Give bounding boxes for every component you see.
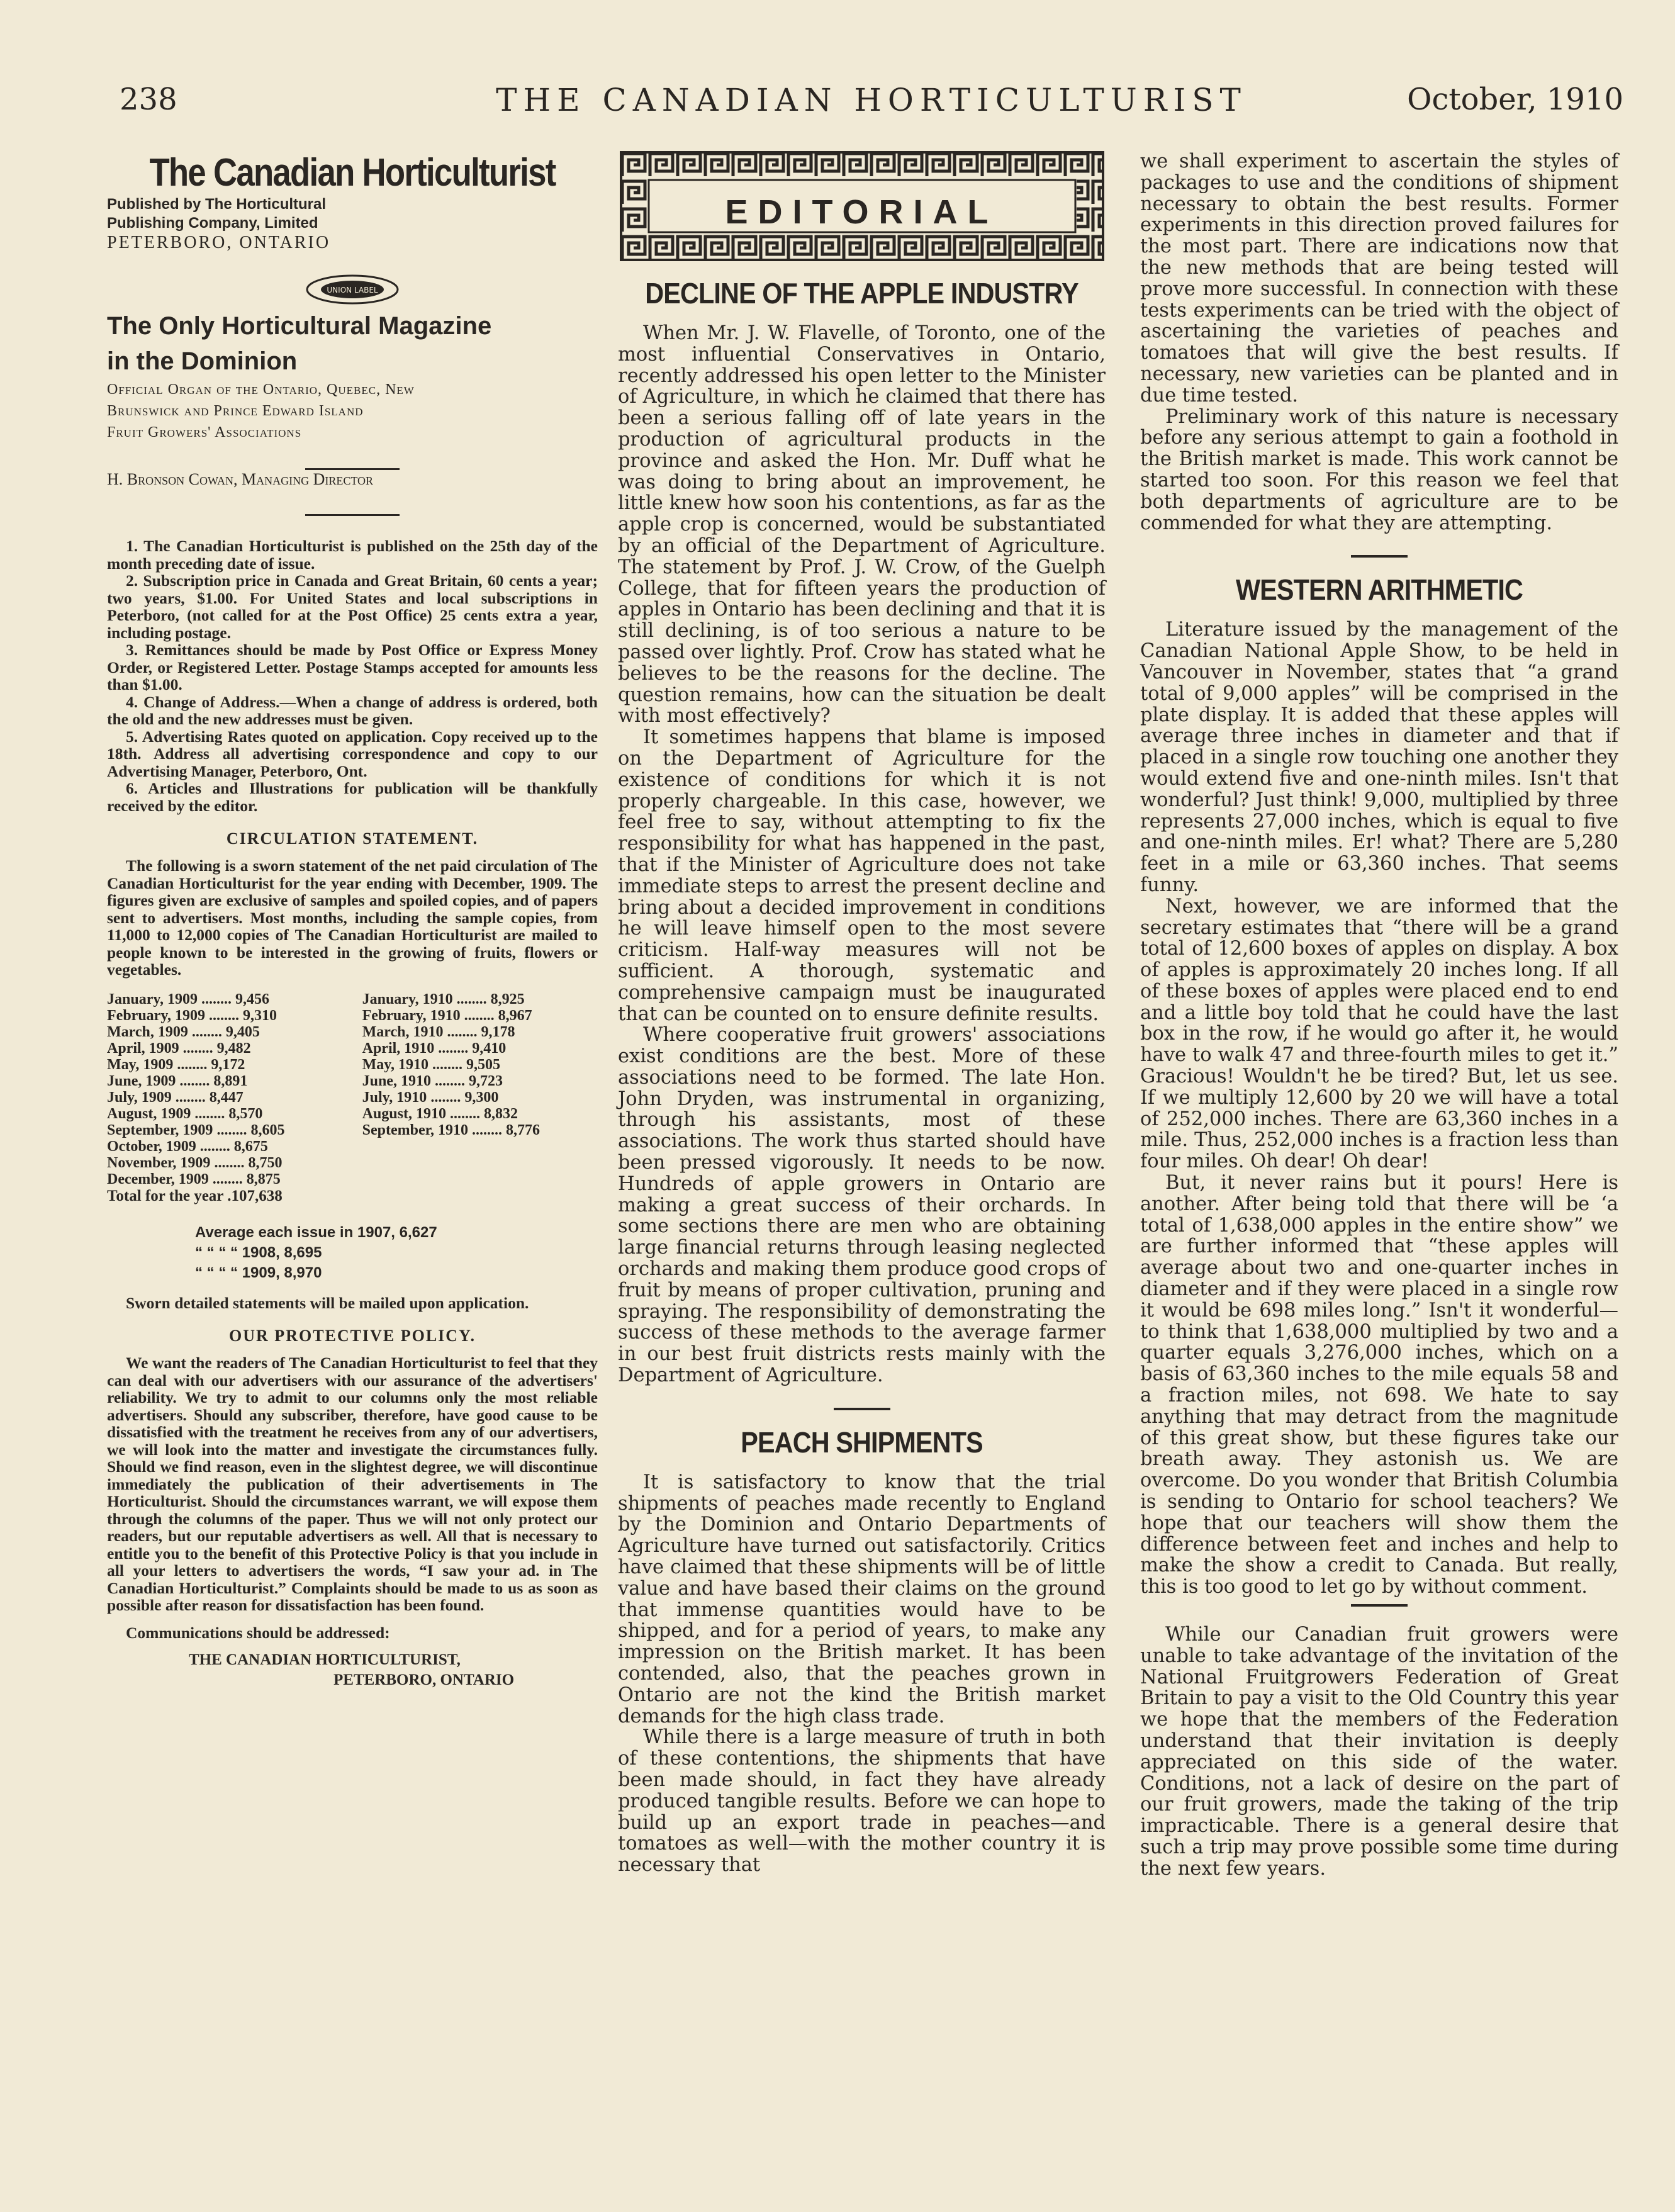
circulation-row — [107, 1024, 342, 1040]
circulation-month: August, 1909 — [107, 1105, 191, 1122]
circulation-value: 8,750 — [248, 1154, 283, 1171]
circulation-row — [107, 1106, 342, 1122]
circulation-intro: The following is a sworn statement of the net paid circulation of The Canadian Horticulturist for the year ending with December, 1909. The figures given are exclusive of samples and spoiled copies, and of papers sent to advertisers. Most months, including the sample copies, from 11,000 to 12,000 copies of The Canadian Horticulturist are mailed to people known to be interested in the growing of fruits, flowers or vegetables. — [107, 856, 598, 979]
circulation-leader: ........ — [434, 1040, 473, 1057]
published-by-line2: Publishing Company, Limited — [107, 215, 318, 232]
average-1908: “ “ “ “ 1908, 8,695 — [195, 1244, 322, 1261]
circulation-month: February, 1910 — [362, 1007, 461, 1024]
circulation-month: May, 1910 — [362, 1056, 429, 1073]
circulation-value: 9,723 — [468, 1072, 503, 1089]
western-paragraph-2: Next, however, we are informed that the secretary estimates that “there will be a grand total of 12,600 boxes of apples on display. A box of apples is approximately 20 inches long. If all of these boxes of apples were placed end to end and a little boy told that he could have the last box in the row, if he would go after it, he would have to walk 47 and three-fourth miles to get it.” Gracious! Wouldn't he be tired? But, let us see. If we multiply 12,600 by 20 we will have a total of 252,000 inches. There are 63,360 inches in a mile. Thus, 252,000 inches is a fraction less than four miles. Oh dear! Oh dear! — [1140, 895, 1618, 1173]
circulation-1909 — [107, 991, 342, 1187]
apple-paragraph-2: It sometimes happens that blame is imposed on the Department of Agriculture for the existence of conditions for which it is not properly chargeable. In this case, however, we feel free to say, without attempting to fix the responsibility for what has happened in the past, that if the Minister of Agriculture does not take immediate steps to arrest the present decline and bring about a decided improvement in conditions he will leave himself open to the most severe criticism. Half-way measures will not be sufficient. A thorough, systematic and comprehensive campaign must be inaugurated that can be counted on to ensure definite results. — [618, 726, 1106, 1025]
circulation-month: December, 1909 — [107, 1171, 209, 1187]
circulation-month: April, 1910 — [362, 1040, 435, 1057]
official-organ — [107, 379, 598, 443]
peach-closing: Preliminary work of this nature is necessary before any serious attempt to gain a foothold in the British market is made. This work cannot be started too soon. For this reason we feel that both departments of agriculture are to be commended for what they are attempting. — [1140, 405, 1618, 534]
circulation-leader: ........ — [176, 1072, 214, 1089]
circulation-row — [362, 1057, 598, 1073]
peach-paragraph-1: It is satisfactory to know that the trial shipments of peaches made recently to England by the Dominion and Ontario Departments of Agriculture have turned out satisfactorily. Critics have claimed that these shipments will be of little value and have based their claims on the ground that immense quantities would have to be shipped, and for a period of years, to make any impression on the British market. It has been contended, also, that the peaches grown in Ontario are not the kind the British market demands for the high class trade. — [618, 1471, 1106, 1727]
average-1907: Average each issue in 1907, 6,627 — [195, 1223, 437, 1241]
mailing-address — [107, 1650, 598, 1690]
notice-2: 2. Subscription price in Canada and Great Britain, 60 cents a year; two years, $1.00. For United States and local subscriptions in Peterboro, (not called for at the Post Office) 25 cents extra a year, including postage. — [107, 571, 598, 642]
circulation-row — [362, 991, 598, 1008]
right-column — [1140, 151, 1618, 1880]
circulation-value: 8,925 — [490, 991, 525, 1008]
circulation-value: 8,447 — [209, 1089, 244, 1106]
circulation-leader: ........ — [188, 1023, 226, 1040]
circulation-value: 8,675 — [233, 1138, 268, 1155]
circulation-value: 9,410 — [472, 1040, 507, 1057]
circulation-row — [362, 1122, 598, 1138]
circulation-leader: ........ — [205, 1007, 243, 1024]
divider — [1351, 555, 1408, 558]
average-1909: “ “ “ “ 1909, 8,970 — [195, 1264, 322, 1281]
circulation-value: 8,891 — [213, 1072, 248, 1089]
circulation-value: 9,456 — [235, 991, 270, 1008]
circulation-leader: ........ — [428, 1056, 466, 1073]
circulation-leader: ........ — [452, 991, 491, 1008]
circulation-value: 9,505 — [466, 1056, 500, 1073]
circulation-row — [362, 1089, 598, 1106]
notice-6: 6. Articles and Illustrations for publication will be thankfully received by the editor. — [107, 779, 598, 815]
peach-paragraph-2: While there is a large measure of truth in both of these contentions, the shipments that have been made should, in fact they have already produced tangible results. Before we can hope to build up an export trade in peaches—and tomatoes as well—with the mother country it is necessary that — [618, 1726, 1106, 1877]
circulation-month: June, 1910 — [362, 1072, 431, 1089]
circulation-row — [362, 1106, 598, 1122]
tagline — [107, 308, 598, 379]
circulation-table — [107, 991, 598, 1187]
circulation-month: June, 1909 — [107, 1072, 176, 1089]
peach-continued: we shall experiment to ascertain the styles of packages to use and the conditions of shipment necessary to obtain the best results. Former experiments in this direction proved failures for the most part. There are indications now that the new methods that are being tested will prove more successful. In connection with these tests experiments can be tried with the object of ascertaining the varieties of peaches and tomatoes that will give the best results. If necessary, new varieties can be planted and in due time tested. — [1140, 150, 1618, 407]
union-label-icon — [305, 271, 400, 308]
circulation-leader: ........ — [468, 1121, 507, 1138]
circulation-row — [107, 1171, 342, 1187]
circulation-value: 9,178 — [481, 1023, 515, 1040]
circulation-row — [107, 1008, 342, 1024]
western-paragraph-3: But, it never rains but it pours! Here is another. After being told that there will be ‘a total of 1,638,000 apples in the entire show” we are further informed that “these apples will average about two and one-quarter inches in diameter and if they were placed in a single row it would be 698 miles long.” Isn't it wonderful—to think that 1,638,000 multiplied by two and a quarter equals 3,276,000 inches, which on a basis of 63,360 inches to the mile equals 58 and a fraction miles, not 698. We hate to say anything that may detract from the magnitude of this great show, but these figures take our breath away. They astonish us. We are overcome. Do you wonder that British Columbia is sending to Ontario for school teachers? We hope that our teachers will show them the difference between feet and inches and help to make the show a credit to Canada. But really, this is too good to let go by without comment. — [1140, 1172, 1618, 1598]
publication-city: PETERBORO, ONTARIO — [107, 233, 331, 252]
circulation-value: 9,300 — [464, 1089, 499, 1106]
circulation-row — [107, 1057, 342, 1073]
circulation-month: July, 1909 — [107, 1089, 172, 1106]
circulation-value: 8,570 — [228, 1105, 263, 1122]
circulation-row — [107, 1138, 342, 1155]
sworn-note: Sworn detailed statements will be mailed upon application. — [126, 1293, 529, 1312]
circulation-row — [107, 991, 342, 1008]
circulation-value: 8,776 — [506, 1121, 541, 1138]
publication-title: The Canadian Horticulturist — [149, 151, 556, 194]
circulation-leader: ........ — [213, 1121, 251, 1138]
circulation-leader: ........ — [430, 1072, 469, 1089]
peach-heading: PEACH SHIPMENTS — [741, 1425, 983, 1459]
circulation-month: October, 1909 — [107, 1138, 196, 1155]
publisher-column — [107, 151, 598, 1690]
circulation-month: July, 1910 — [362, 1089, 427, 1106]
circulation-value: 8,967 — [498, 1007, 532, 1024]
circulation-month: January, 1909 — [107, 991, 198, 1008]
union-label-text: UNION LABEL — [327, 286, 378, 295]
total-label: Total for the year — [107, 1187, 223, 1204]
circulation-month: September, 1910 — [362, 1121, 469, 1138]
circulation-leader: ........ — [191, 1105, 229, 1122]
notice-1: 1. The Canadian Horticulturist is published on the 25th day of the month preceding date of issue. — [107, 537, 598, 573]
circulation-value: 8,875 — [246, 1171, 281, 1187]
issue-date: October, 1910 — [1407, 82, 1623, 117]
circulation-value: 9,172 — [211, 1056, 245, 1073]
circulation-total — [107, 1187, 598, 1205]
circulation-month: November, 1909 — [107, 1154, 211, 1171]
circulation-row — [362, 1024, 598, 1040]
divider — [834, 1408, 890, 1410]
circulation-month: January, 1910 — [362, 991, 453, 1008]
circulation-leader: ........ — [443, 1023, 481, 1040]
circulation-value: 8,832 — [483, 1105, 518, 1122]
circulation-value: 8,605 — [250, 1121, 285, 1138]
total-value: .107,638 — [227, 1187, 283, 1204]
managing-director: H. Bronson Cowan, Managing Director — [107, 470, 374, 488]
circulation-heading: CIRCULATION STATEMENT. — [226, 829, 479, 848]
running-header — [120, 82, 1623, 126]
circulation-row — [107, 1040, 342, 1057]
masthead: THE CANADIAN HORTICULTURIST — [496, 82, 1247, 118]
apple-paragraph-1: When Mr. J. W. Flavelle, of Toronto, one of the most influential Conservatives in Ontario, recently addressed his open letter to the Minister of Agriculture, in which he claimed that there has been a serious falling off of late years in the production of agricultural products in the province and asked the Hon. Mr. Duff what he was doing to bring about an improvement, he little knew how soon his contentions, as far as the apple crop is concerned, would be substantiated by an official of the Department of Agriculture. The statement by Prof. J. W. Crow, of the Guelph College, that for fifteen years the production of apples in Ontario has been declining and that it is still declining, is of too serious a nature to be passed over lightly. Prof. Crow has stated what he believes to be the reasons for the decline. The question remains, how can the situation be dealt with most effectively? — [618, 322, 1106, 727]
circulation-leader: ........ — [179, 1040, 217, 1057]
editorial-banner — [620, 151, 1104, 261]
circulation-value: 9,310 — [243, 1007, 277, 1024]
circulation-value: 9,405 — [225, 1023, 260, 1040]
tagline-line2: in the Dominion — [107, 347, 298, 375]
page-number: 238 — [120, 82, 177, 117]
circulation-1910 — [362, 991, 598, 1187]
circulation-row — [107, 1122, 342, 1138]
apple-heading: DECLINE OF THE APPLE INDUSTRY — [645, 277, 1078, 310]
circulation-row — [107, 1089, 342, 1106]
editorial-column — [618, 151, 1106, 1876]
western-paragraph-1: Literature issued by the management of the Canadian National Apple Show, to be held in Vancouver in November, states that “a grand total of 9,000 apples” will be comprised in the plate display. It is added that these apples will average three inches in diameter and that if placed in a single row touching one another they would extend five and one-ninth miles. Isn't that wonderful? Just think! 9,000, multiplied by three represents 27,000 inches, which is equal to five and one-ninth miles. Er! what? There are 5,280 feet in a mile or 63,360 inches. That seems funny. — [1140, 619, 1618, 896]
organ-line2: Brunswick and Prince Edward Island — [107, 403, 364, 419]
circulation-month: August, 1910 — [362, 1105, 446, 1122]
circulation-row — [107, 1073, 342, 1089]
average-issue — [195, 1223, 598, 1283]
circulation-month: March, 1910 — [362, 1023, 444, 1040]
circulation-leader: ........ — [445, 1105, 484, 1122]
circulation-leader: ........ — [196, 1138, 234, 1155]
address-line1: THE CANADIAN HORTICULTURIST, — [189, 1651, 461, 1668]
circulation-leader: ........ — [198, 991, 236, 1008]
circulation-month: February, 1909 — [107, 1007, 205, 1024]
circulation-row — [107, 1155, 342, 1171]
editorial-title: EDITORIAL — [725, 193, 999, 231]
address-intro: Communications should be addressed: — [126, 1623, 390, 1642]
circulation-value: 9,482 — [216, 1040, 251, 1057]
federation-paragraph: While our Canadian fruit growers were unable to take advantage of the invitation of the National Fruitgrowers Federation of Great Britain to pay a visit to the Old Country this year we hope that the members of the Federation understand that their invitation is deeply appreciated on this side of the water. Conditions, not a lack of desire on the part of our fruit growers, made the taking of the trip impracticable. There is a general desire that such a trip may prove possible some time during the next few years. — [1140, 1624, 1618, 1880]
circulation-leader: ........ — [171, 1089, 210, 1106]
circulation-row — [362, 1040, 598, 1057]
published-by — [107, 195, 598, 233]
notice-3: 3. Remittances should be made by Post Office or Express Money Order, or Registered Letter. Postage Stamps accepted for amounts less than $1.00. — [107, 641, 598, 693]
circulation-month: March, 1909 — [107, 1023, 188, 1040]
circulation-month: September, 1909 — [107, 1121, 213, 1138]
published-by-line1: Published by The Horticultural — [107, 196, 327, 213]
circulation-month: April, 1909 — [107, 1040, 179, 1057]
circulation-leader: ........ — [427, 1089, 465, 1106]
circulation-leader: ........ — [208, 1171, 247, 1187]
organ-line1: Official Organ of the Ontario, Quebec, New — [107, 381, 415, 398]
address-line2: PETERBORO, ONTARIO — [333, 1671, 515, 1688]
notice-5: 5. Advertising Rates quoted on application. Copy received up to the 18th. Address all advertising correspondence and copy to our Advertising Manager, Peterboro, Ont. — [107, 727, 598, 780]
tagline-line1: The Only Horticultural Magazine — [107, 312, 492, 340]
circulation-leader: ........ — [173, 1056, 211, 1073]
policy-heading: OUR PROTECTIVE POLICY. — [229, 1327, 476, 1345]
apple-paragraph-3: Where cooperative fruit growers' associations exist conditions are the best. More of these associations need to be formed. The late Hon. John Dryden, was instrumental in organizing, through his assistants, most of these associations. The work thus started should have been pressed vigorously. It needs to be now. Hundreds of apple growers in Ontario are making a great success of their orchards. In some sections there are men who are obtaining large financial returns through leasing neglected orchards and making them produce good crops of fruit by means of proper cultivation, pruning and spraying. The responsibility of demonstrating the success of these methods to the average farmer in our best fruit districts rests mainly with the Department of Agriculture. — [618, 1024, 1106, 1387]
notice-4: 4. Change of Address.—When a change of address is ordered, both the old and the new addresses must be given. — [107, 692, 598, 728]
circulation-month: May, 1909 — [107, 1056, 174, 1073]
western-heading: WESTERN ARITHMETIC — [1235, 573, 1523, 607]
circulation-leader: ........ — [460, 1007, 498, 1024]
organ-line3: Fruit Growers' Associations — [107, 424, 302, 441]
circulation-leader: ........ — [210, 1154, 249, 1171]
circulation-row — [362, 1008, 598, 1024]
policy-text: We want the readers of The Canadian Horticulturist to feel that they can deal with our advertisers with our assurance of the advertisers' reliability. We try to admit to our columns only the most reliable advertisers. Should any subscriber, therefore, have good cause to be dissatisfied with the treatment he receives from any of our advertisers, we will look into the matter and investigate the circumstances fully. Should we find reason, even in the slightest degree, we will discontinue immediately the publication of their advertisements in The Horticulturist. Should the circumstances warrant, we will expose them through the columns of the paper. Thus we will not only protect our readers, but our reputable advertisers as well. All that is necessary to entitle you to the benefit of this Protective Policy is that you include in all your letters to advertisers the words, “I saw your ad. in The Canadian Horticulturist.” Complaints should be made to us as soon as possible after reason for dissatisfaction has been found. — [107, 1354, 598, 1614]
circulation-row — [362, 1073, 598, 1089]
